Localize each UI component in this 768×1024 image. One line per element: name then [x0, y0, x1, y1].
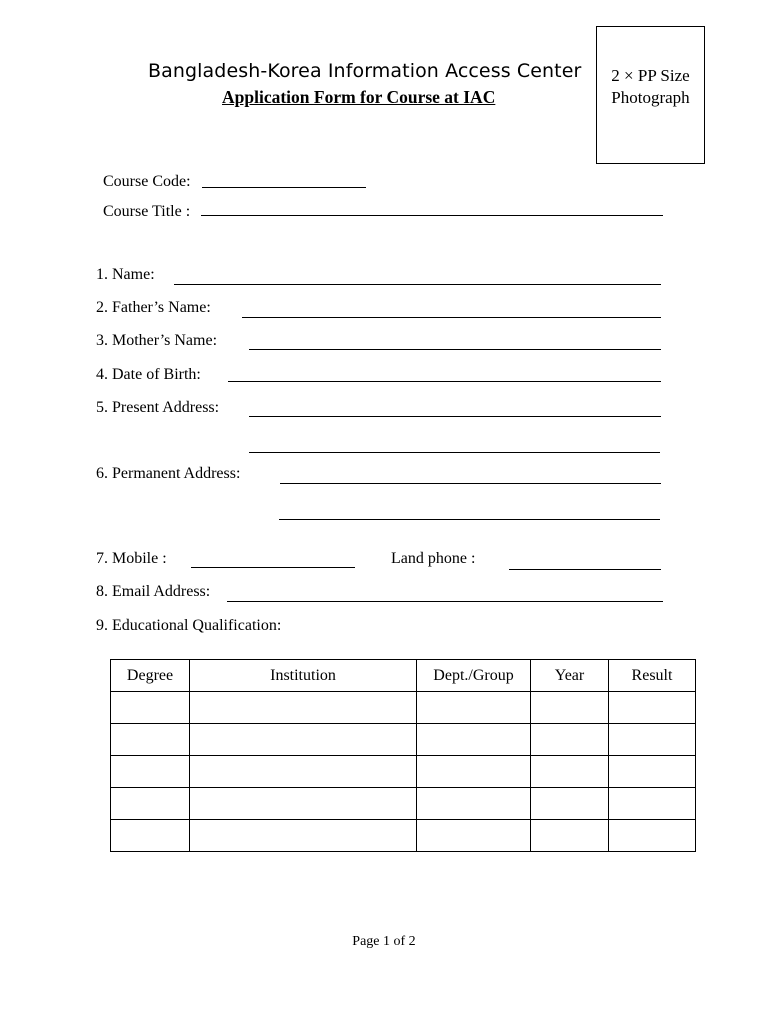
name-label: 1. Name: [96, 266, 155, 283]
result-cell[interactable] [609, 820, 696, 852]
mobile-label: 7. Mobile : [96, 550, 167, 567]
photo-label-line2: Photograph [611, 88, 690, 107]
land-phone-label: Land phone : [391, 550, 476, 567]
degree-cell[interactable] [111, 820, 190, 852]
result-cell[interactable] [609, 788, 696, 820]
dept-group-cell[interactable] [417, 692, 531, 724]
institution-cell[interactable] [190, 788, 417, 820]
education-table [110, 659, 696, 852]
year-cell[interactable] [531, 788, 609, 820]
institution-cell[interactable] [190, 756, 417, 788]
result-cell[interactable] [609, 756, 696, 788]
education-label: 9. Educational Qualification: [96, 617, 282, 634]
mother-name-label: 3. Mother’s Name: [96, 332, 218, 349]
course-code-label: Course Code: [103, 173, 191, 190]
mobile-field[interactable] [191, 567, 355, 568]
degree-cell[interactable] [111, 756, 190, 788]
column-header-result: Result [609, 660, 696, 692]
permanent-address-field-line1[interactable] [280, 483, 661, 484]
email-field[interactable] [227, 601, 663, 602]
organization-name: Bangladesh-Korea Information Access Center [148, 60, 582, 82]
column-header-year: Year [531, 660, 609, 692]
dept-group-cell[interactable] [417, 724, 531, 756]
permanent-address-field-line2[interactable] [279, 519, 660, 520]
institution-cell[interactable] [190, 820, 417, 852]
table-row [111, 692, 696, 724]
father-name-field[interactable] [242, 317, 661, 318]
table-row [111, 756, 696, 788]
year-cell[interactable] [531, 820, 609, 852]
permanent-address-label: 6. Permanent Address: [96, 465, 241, 482]
dept-group-cell[interactable] [417, 820, 531, 852]
present-address-field-line1[interactable] [249, 416, 661, 417]
result-cell[interactable] [609, 692, 696, 724]
table-row [111, 788, 696, 820]
page-number: Page 1 of 2 [352, 934, 416, 949]
name-field[interactable] [174, 284, 661, 285]
present-address-label: 5. Present Address: [96, 399, 220, 416]
email-label: 8. Email Address: [96, 583, 211, 600]
photo-label-line1: 2 × PP Size [611, 66, 690, 85]
dept-group-cell[interactable] [417, 756, 531, 788]
degree-cell[interactable] [111, 724, 190, 756]
dept-group-cell[interactable] [417, 788, 531, 820]
present-address-field-line2[interactable] [249, 452, 660, 453]
result-cell[interactable] [609, 724, 696, 756]
mother-name-field[interactable] [249, 349, 661, 350]
column-header-dept-group: Dept./Group [417, 660, 531, 692]
column-header-degree: Degree [111, 660, 190, 692]
degree-cell[interactable] [111, 788, 190, 820]
institution-cell[interactable] [190, 724, 417, 756]
date-of-birth-label: 4. Date of Birth: [96, 366, 201, 383]
father-name-label: 2. Father’s Name: [96, 299, 211, 316]
year-cell[interactable] [531, 756, 609, 788]
land-phone-field[interactable] [509, 569, 661, 570]
table-row [111, 820, 696, 852]
institution-cell[interactable] [190, 692, 417, 724]
course-title-field[interactable] [201, 215, 663, 216]
photo-placeholder[interactable] [596, 26, 705, 164]
form-title: Application Form for Course at IAC [222, 87, 496, 107]
table-header-row [111, 660, 696, 692]
date-of-birth-field[interactable] [228, 381, 661, 382]
year-cell[interactable] [531, 692, 609, 724]
degree-cell[interactable] [111, 692, 190, 724]
table-row [111, 724, 696, 756]
year-cell[interactable] [531, 724, 609, 756]
course-code-field[interactable] [202, 187, 366, 188]
course-title-label: Course Title : [103, 203, 191, 220]
column-header-institution: Institution [190, 660, 417, 692]
